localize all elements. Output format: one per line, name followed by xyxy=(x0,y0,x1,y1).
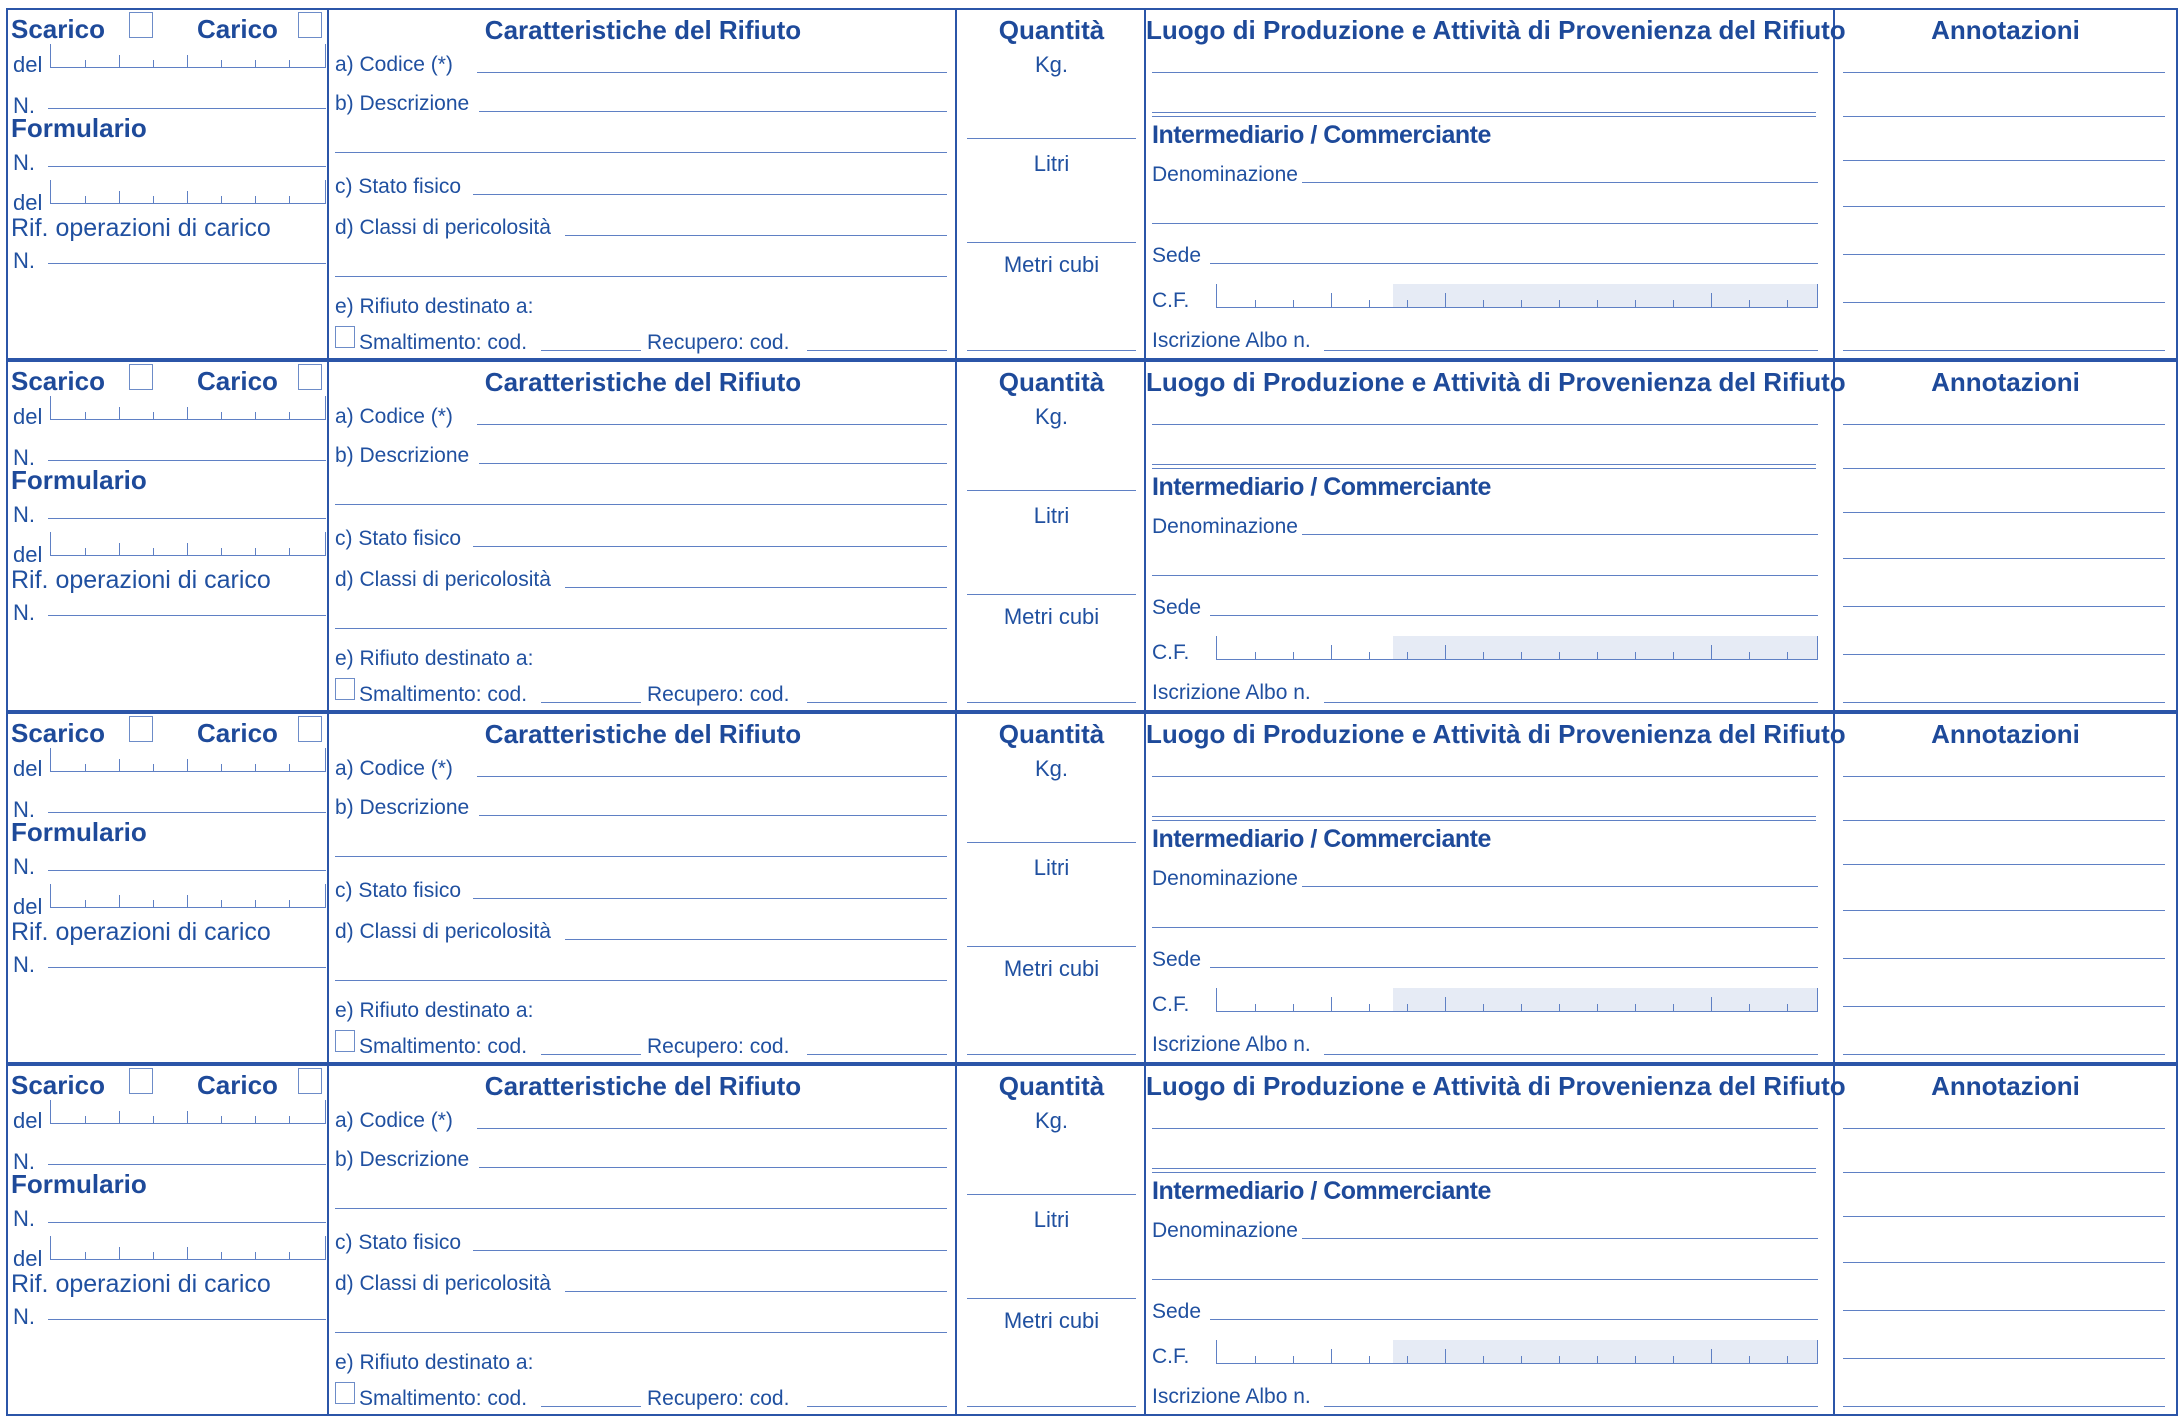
scarico-label: Scarico xyxy=(11,366,105,396)
notes-column xyxy=(1835,10,2176,358)
formulario-date-field[interactable] xyxy=(50,532,326,556)
smaltimento-code-field[interactable] xyxy=(541,702,641,703)
origin-field-1[interactable] xyxy=(1152,776,1818,777)
carico-label: Carico xyxy=(197,366,278,396)
rif-number-field[interactable] xyxy=(48,1319,326,1320)
movement-column xyxy=(8,1066,329,1414)
metri-field[interactable] xyxy=(967,702,1136,703)
albo-field[interactable] xyxy=(1324,1054,1818,1055)
scarico-label: Scarico xyxy=(11,1070,105,1100)
codice-field[interactable] xyxy=(477,424,947,425)
classi-field[interactable] xyxy=(565,235,947,236)
codice-label: a) Codice (*) xyxy=(335,757,453,780)
notes-title: Annotazioni xyxy=(1931,15,2080,45)
destinato-label: e) Rifiuto destinato a: xyxy=(335,295,534,318)
codice-fiscale-field[interactable] xyxy=(1216,284,1818,308)
formulario-label: Formulario xyxy=(11,113,147,143)
litri-field[interactable] xyxy=(967,946,1136,947)
quantity-title: Quantità xyxy=(998,15,1105,45)
codice-field[interactable] xyxy=(477,1128,947,1129)
movement-date-field[interactable] xyxy=(50,44,326,68)
descrizione-field[interactable] xyxy=(479,1167,947,1168)
denominazione-field[interactable] xyxy=(1302,534,1818,535)
descrizione-field[interactable] xyxy=(479,463,947,464)
formulario-number-label: N. xyxy=(13,502,35,527)
smaltimento-label: Smaltimento: cod. xyxy=(359,1387,528,1410)
scarico-checkbox[interactable] xyxy=(129,364,153,390)
classi-field-2[interactable] xyxy=(335,980,947,981)
movement-column xyxy=(8,362,329,710)
notes-line[interactable] xyxy=(1843,1262,2165,1263)
notes-line[interactable] xyxy=(1843,160,2165,161)
notes-line[interactable] xyxy=(1843,864,2165,865)
date-label: del xyxy=(13,756,43,781)
scarico-label: Scarico xyxy=(11,14,105,44)
carico-checkbox[interactable] xyxy=(298,1068,322,1094)
notes-column xyxy=(1835,714,2176,1062)
rif-number-label: N. xyxy=(13,248,35,273)
denominazione-label: Denominazione xyxy=(1152,867,1298,890)
recupero-code-field[interactable] xyxy=(807,702,947,703)
classi-field-2[interactable] xyxy=(335,276,947,277)
origin-field-1[interactable] xyxy=(1152,1128,1818,1129)
formulario-date-label: del xyxy=(13,894,43,919)
kg-field[interactable] xyxy=(967,1194,1136,1195)
descrizione-field-2[interactable] xyxy=(335,504,947,505)
sede-label: Sede xyxy=(1152,948,1202,971)
formulario-number-field[interactable] xyxy=(48,518,326,519)
codice-fiscale-field[interactable] xyxy=(1216,636,1818,660)
denominazione-field-2[interactable] xyxy=(1152,223,1818,224)
notes-line[interactable] xyxy=(1843,350,2165,351)
waste-characteristics-column xyxy=(329,1066,957,1414)
descrizione-label: b) Descrizione xyxy=(335,1148,470,1171)
carico-checkbox[interactable] xyxy=(298,364,322,390)
formulario-date-label: del xyxy=(13,190,43,215)
movement-number-field[interactable] xyxy=(48,1164,326,1165)
stato-field[interactable] xyxy=(473,546,947,547)
recupero-code-field[interactable] xyxy=(807,1406,947,1407)
notes-line[interactable] xyxy=(1843,1172,2165,1173)
kg-label: Kg. xyxy=(1034,1108,1069,1133)
notes-line[interactable] xyxy=(1843,254,2165,255)
origin-column xyxy=(1146,10,1846,358)
notes-line[interactable] xyxy=(1843,958,2165,959)
formulario-number-field[interactable] xyxy=(48,166,326,167)
date-label: del xyxy=(13,404,43,429)
formulario-number-label: N. xyxy=(13,1206,35,1231)
carico-label: Carico xyxy=(197,14,278,44)
notes-line[interactable] xyxy=(1843,1054,2165,1055)
formulario-date-label: del xyxy=(13,542,43,567)
formulario-number-label: N. xyxy=(13,854,35,879)
kg-label: Kg. xyxy=(1034,404,1069,429)
descrizione-field[interactable] xyxy=(479,815,947,816)
origin-title: Luogo di Produzione e Attività di Provenienza del Rifiuto xyxy=(1146,719,1846,749)
litri-label: Litri xyxy=(1033,151,1070,176)
destinato-label: e) Rifiuto destinato a: xyxy=(335,1351,534,1374)
intermediario-title: Intermediario / Commerciante xyxy=(1152,1177,1491,1205)
origin-column xyxy=(1146,362,1846,710)
classi-field[interactable] xyxy=(565,1291,947,1292)
rif-number-field[interactable] xyxy=(48,263,326,264)
movement-date-field[interactable] xyxy=(50,748,326,772)
quantity-title: Quantità xyxy=(998,1071,1105,1101)
quantity-title: Quantità xyxy=(998,719,1105,749)
formulario-date-field[interactable] xyxy=(50,884,326,908)
metri-field[interactable] xyxy=(967,1406,1136,1407)
smaltimento-code-field[interactable] xyxy=(541,1406,641,1407)
litri-field[interactable] xyxy=(967,242,1136,243)
notes-line[interactable] xyxy=(1843,424,2165,425)
carico-checkbox[interactable] xyxy=(298,12,322,38)
metri-label: Metri cubi xyxy=(1003,956,1100,981)
notes-line[interactable] xyxy=(1843,1006,2165,1007)
formulario-number-field[interactable] xyxy=(48,1222,326,1223)
recupero-label: Recupero: cod. xyxy=(647,331,790,354)
waste-characteristics-column xyxy=(329,714,957,1062)
denominazione-field-2[interactable] xyxy=(1152,1279,1818,1280)
formulario-label: Formulario xyxy=(11,465,147,495)
classi-label: d) Classi di pericolosità xyxy=(335,920,551,943)
codice-fiscale-field[interactable] xyxy=(1216,988,1818,1012)
carico-label: Carico xyxy=(197,1070,278,1100)
date-label: del xyxy=(13,1108,43,1133)
scarico-checkbox[interactable] xyxy=(129,12,153,38)
waste-characteristics-column xyxy=(329,362,957,710)
cf-label: C.F. xyxy=(1152,289,1190,312)
movement-column xyxy=(8,714,329,1062)
movement-number-field[interactable] xyxy=(48,108,326,109)
destinato-label: e) Rifiuto destinato a: xyxy=(335,999,534,1022)
movement-date-field[interactable] xyxy=(50,396,326,420)
codice-label: a) Codice (*) xyxy=(335,53,453,76)
smaltimento-checkbox[interactable] xyxy=(335,678,355,700)
classi-label: d) Classi di pericolosità xyxy=(335,568,551,591)
intermediario-title: Intermediario / Commerciante xyxy=(1152,473,1491,501)
notes-line[interactable] xyxy=(1843,820,2165,821)
scarico-label: Scarico xyxy=(11,718,105,748)
codice-field[interactable] xyxy=(477,776,947,777)
notes-line[interactable] xyxy=(1843,1358,2165,1359)
notes-line[interactable] xyxy=(1843,116,2165,117)
notes-line[interactable] xyxy=(1843,558,2165,559)
notes-line[interactable] xyxy=(1843,302,2165,303)
notes-line[interactable] xyxy=(1843,1128,2165,1129)
descrizione-field[interactable] xyxy=(479,111,947,112)
descrizione-field-2[interactable] xyxy=(335,856,947,857)
origin-column xyxy=(1146,714,1846,1062)
number-label: N. xyxy=(13,93,35,118)
stato-field[interactable] xyxy=(473,1250,947,1251)
register-record xyxy=(6,8,2178,360)
albo-field[interactable] xyxy=(1324,1406,1818,1407)
formulario-date-field[interactable] xyxy=(50,1236,326,1260)
kg-field[interactable] xyxy=(967,490,1136,491)
metri-label: Metri cubi xyxy=(1003,1308,1100,1333)
albo-field[interactable] xyxy=(1324,702,1818,703)
number-label: N. xyxy=(13,445,35,470)
quantity-column xyxy=(957,714,1146,1062)
sede-label: Sede xyxy=(1152,244,1202,267)
stato-label: c) Stato fisico xyxy=(335,879,462,902)
descrizione-label: b) Descrizione xyxy=(335,796,470,819)
stato-field[interactable] xyxy=(473,898,947,899)
formulario-number-field[interactable] xyxy=(48,870,326,871)
sede-field[interactable] xyxy=(1210,1319,1818,1320)
formulario-label: Formulario xyxy=(11,817,147,847)
movement-number-field[interactable] xyxy=(48,812,326,813)
origin-title: Luogo di Produzione e Attività di Provenienza del Rifiuto xyxy=(1146,367,1846,397)
notes-title: Annotazioni xyxy=(1931,719,2080,749)
notes-line[interactable] xyxy=(1843,702,2165,703)
notes-line[interactable] xyxy=(1843,206,2165,207)
formulario-number-label: N. xyxy=(13,150,35,175)
codice-field[interactable] xyxy=(477,72,947,73)
carico-checkbox[interactable] xyxy=(298,716,322,742)
sede-label: Sede xyxy=(1152,1300,1202,1323)
intermediario-title: Intermediario / Commerciante xyxy=(1152,121,1491,149)
smaltimento-label: Smaltimento: cod. xyxy=(359,683,528,706)
notes-column xyxy=(1835,362,2176,710)
cf-label: C.F. xyxy=(1152,641,1190,664)
rif-number-field[interactable] xyxy=(48,615,326,616)
rif-number-label: N. xyxy=(13,600,35,625)
codice-label: a) Codice (*) xyxy=(335,405,453,428)
litri-field[interactable] xyxy=(967,1298,1136,1299)
notes-line[interactable] xyxy=(1843,1216,2165,1217)
classi-field-2[interactable] xyxy=(335,628,947,629)
formulario-label: Formulario xyxy=(11,1169,147,1199)
sede-field[interactable] xyxy=(1210,615,1818,616)
codice-label: a) Codice (*) xyxy=(335,1109,453,1132)
sede-label: Sede xyxy=(1152,596,1202,619)
characteristics-title: Caratteristiche del Rifiuto xyxy=(484,367,802,397)
kg-label: Kg. xyxy=(1034,756,1069,781)
descrizione-label: b) Descrizione xyxy=(335,444,470,467)
number-label: N. xyxy=(13,797,35,822)
rif-label: Rif. operazioni di carico xyxy=(11,918,271,946)
recupero-label: Recupero: cod. xyxy=(647,1387,790,1410)
stato-field[interactable] xyxy=(473,194,947,195)
waste-register-page xyxy=(6,8,2178,1416)
characteristics-title: Caratteristiche del Rifiuto xyxy=(484,1071,802,1101)
stato-label: c) Stato fisico xyxy=(335,527,462,550)
register-record xyxy=(6,712,2178,1064)
notes-line[interactable] xyxy=(1843,1310,2165,1311)
metri-field[interactable] xyxy=(967,1054,1136,1055)
origin-column xyxy=(1146,1066,1846,1414)
quantity-title: Quantità xyxy=(998,367,1105,397)
register-record xyxy=(6,1064,2178,1416)
albo-label: Iscrizione Albo n. xyxy=(1152,329,1311,352)
smaltimento-checkbox[interactable] xyxy=(335,1382,355,1404)
movement-date-field[interactable] xyxy=(50,1100,326,1124)
metri-label: Metri cubi xyxy=(1003,252,1100,277)
notes-line[interactable] xyxy=(1843,776,2165,777)
recupero-label: Recupero: cod. xyxy=(647,1035,790,1058)
notes-line[interactable] xyxy=(1843,910,2165,911)
origin-field-1[interactable] xyxy=(1152,72,1818,73)
albo-field[interactable] xyxy=(1324,350,1818,351)
metri-field[interactable] xyxy=(967,350,1136,351)
notes-line[interactable] xyxy=(1843,468,2165,469)
notes-line[interactable] xyxy=(1843,1406,2165,1407)
classi-label: d) Classi di pericolosità xyxy=(335,216,551,239)
recupero-label: Recupero: cod. xyxy=(647,683,790,706)
destinato-label: e) Rifiuto destinato a: xyxy=(335,647,534,670)
number-label: N. xyxy=(13,1149,35,1174)
smaltimento-label: Smaltimento: cod. xyxy=(359,1035,528,1058)
characteristics-title: Caratteristiche del Rifiuto xyxy=(484,719,802,749)
denominazione-field[interactable] xyxy=(1302,1238,1818,1239)
litri-field[interactable] xyxy=(967,594,1136,595)
notes-title: Annotazioni xyxy=(1931,367,2080,397)
formulario-date-field[interactable] xyxy=(50,180,326,204)
cf-label: C.F. xyxy=(1152,1345,1190,1368)
smaltimento-code-field[interactable] xyxy=(541,350,641,351)
rif-number-field[interactable] xyxy=(48,967,326,968)
stato-label: c) Stato fisico xyxy=(335,1231,462,1254)
notes-line[interactable] xyxy=(1843,606,2165,607)
smaltimento-checkbox[interactable] xyxy=(335,1030,355,1052)
cf-label: C.F. xyxy=(1152,993,1190,1016)
litri-label: Litri xyxy=(1033,1207,1070,1232)
scarico-checkbox[interactable] xyxy=(129,1068,153,1094)
smaltimento-label: Smaltimento: cod. xyxy=(359,331,528,354)
albo-label: Iscrizione Albo n. xyxy=(1152,681,1311,704)
descrizione-field-2[interactable] xyxy=(335,152,947,153)
intermediario-title: Intermediario / Commerciante xyxy=(1152,825,1491,853)
classi-field[interactable] xyxy=(565,939,947,940)
descrizione-label: b) Descrizione xyxy=(335,92,470,115)
denominazione-field-2[interactable] xyxy=(1152,575,1818,576)
classi-field[interactable] xyxy=(565,587,947,588)
notes-line[interactable] xyxy=(1843,512,2165,513)
classi-field-2[interactable] xyxy=(335,1332,947,1333)
albo-label: Iscrizione Albo n. xyxy=(1152,1033,1311,1056)
kg-field[interactable] xyxy=(967,138,1136,139)
rif-number-label: N. xyxy=(13,952,35,977)
denominazione-label: Denominazione xyxy=(1152,1219,1298,1242)
notes-line[interactable] xyxy=(1843,654,2165,655)
formulario-date-label: del xyxy=(13,1246,43,1271)
denominazione-field-2[interactable] xyxy=(1152,927,1818,928)
sede-field[interactable] xyxy=(1210,263,1818,264)
origin-title: Luogo di Produzione e Attività di Provenienza del Rifiuto xyxy=(1146,15,1846,45)
quantity-column xyxy=(957,362,1146,710)
notes-line[interactable] xyxy=(1843,72,2165,73)
quantity-column xyxy=(957,1066,1146,1414)
denominazione-label: Denominazione xyxy=(1152,163,1298,186)
kg-label: Kg. xyxy=(1034,52,1069,77)
recupero-code-field[interactable] xyxy=(807,350,947,351)
sede-field[interactable] xyxy=(1210,967,1818,968)
rif-label: Rif. operazioni di carico xyxy=(11,1270,271,1298)
denominazione-field[interactable] xyxy=(1302,886,1818,887)
register-record xyxy=(6,360,2178,712)
origin-field-1[interactable] xyxy=(1152,424,1818,425)
rif-label: Rif. operazioni di carico xyxy=(11,214,271,242)
denominazione-field[interactable] xyxy=(1302,182,1818,183)
stato-label: c) Stato fisico xyxy=(335,175,462,198)
smaltimento-checkbox[interactable] xyxy=(335,326,355,348)
movement-number-field[interactable] xyxy=(48,460,326,461)
litri-label: Litri xyxy=(1033,503,1070,528)
carico-label: Carico xyxy=(197,718,278,748)
rif-label: Rif. operazioni di carico xyxy=(11,566,271,594)
codice-fiscale-field[interactable] xyxy=(1216,1340,1818,1364)
notes-column xyxy=(1835,1066,2176,1414)
scarico-checkbox[interactable] xyxy=(129,716,153,742)
notes-title: Annotazioni xyxy=(1931,1071,2080,1101)
rif-number-label: N. xyxy=(13,1304,35,1329)
quantity-column xyxy=(957,10,1146,358)
metri-label: Metri cubi xyxy=(1003,604,1100,629)
date-label: del xyxy=(13,52,43,77)
kg-field[interactable] xyxy=(967,842,1136,843)
movement-column xyxy=(8,10,329,358)
descrizione-field-2[interactable] xyxy=(335,1208,947,1209)
denominazione-label: Denominazione xyxy=(1152,515,1298,538)
litri-label: Litri xyxy=(1033,855,1070,880)
origin-title: Luogo di Produzione e Attività di Provenienza del Rifiuto xyxy=(1146,1071,1846,1101)
smaltimento-code-field[interactable] xyxy=(541,1054,641,1055)
albo-label: Iscrizione Albo n. xyxy=(1152,1385,1311,1408)
recupero-code-field[interactable] xyxy=(807,1054,947,1055)
waste-characteristics-column xyxy=(329,10,957,358)
characteristics-title: Caratteristiche del Rifiuto xyxy=(484,15,802,45)
classi-label: d) Classi di pericolosità xyxy=(335,1272,551,1295)
